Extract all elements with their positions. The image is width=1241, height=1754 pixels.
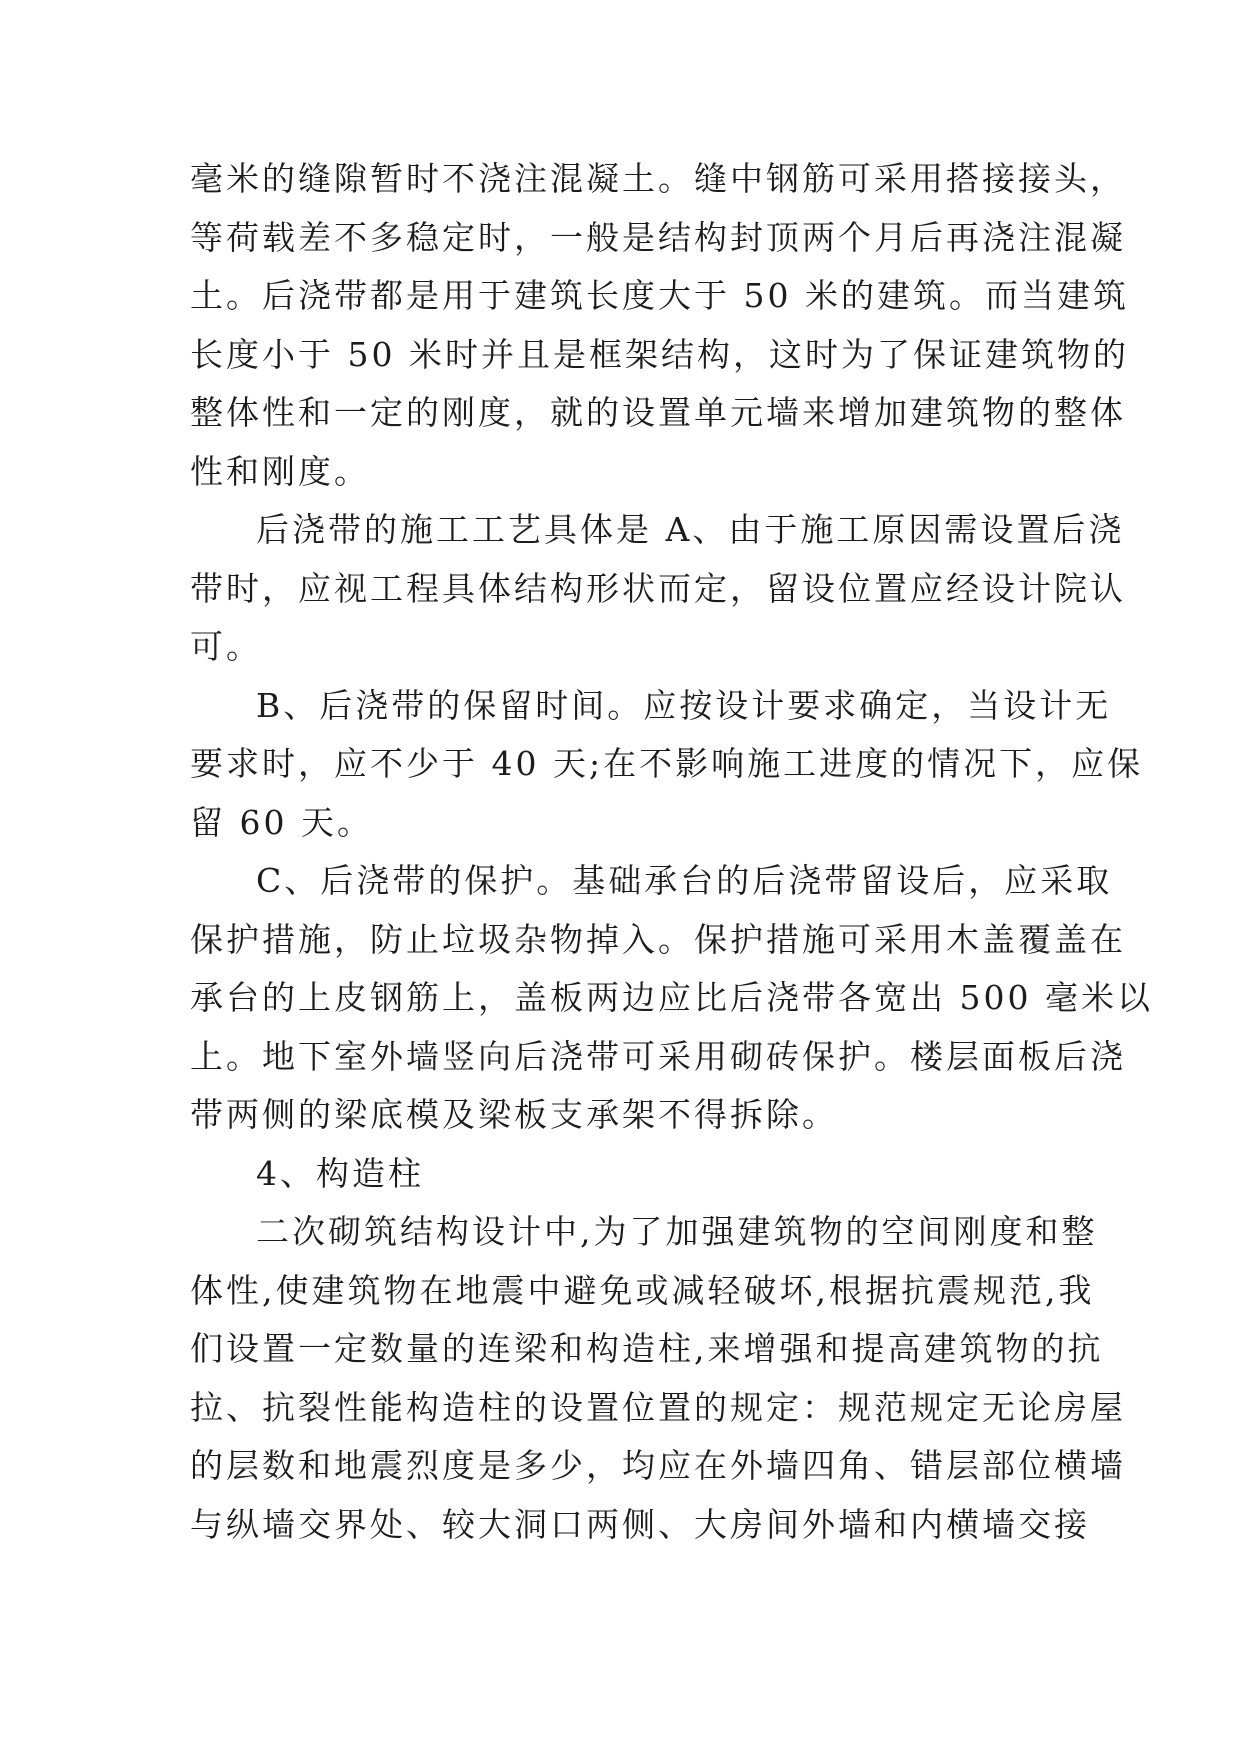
text-line: 上。地下室外墙竖向后浇带可采用砌砖保护。楼层面板后浇 [190,1036,1126,1076]
text-line: 体性,使建筑物在地震中避免或减轻破坏,根据抗震规范,我 [190,1270,1095,1310]
text-line: 留 60 天。 [190,802,373,842]
text-line: 长度小于 50 米时并且是框架结构，这时为了保证建筑物的 [190,334,1129,374]
text-line: 承台的上皮钢筋上，盖板两边应比后浇带各宽出 500 毫米以 [190,978,1153,1017]
paragraph-start-line: B、后浇带的保留时间。应按设计要求确定，当设计无 [256,685,1112,725]
text-line: 性和刚度。 [190,451,370,491]
text-line: 拉、抗裂性能构造柱的设置位置的规定：规范规定无论房屋 [190,1387,1126,1427]
paragraph-start-line: 后浇带的施工工艺具体是 A、由于施工原因需设置后浇 [256,510,1125,549]
paragraph-start-line: C、后浇带的保护。基础承台的后浇带留设后，应采取 [256,861,1113,900]
text-line: 等荷载差不多稳定时，一般是结构封顶两个月后再浇注混凝 [190,217,1126,257]
text-line: 土。后浇带都是用于建筑长度大于 50 米的建筑。而当建筑 [190,276,1129,315]
text-line: 整体性和一定的刚度，就的设置单元墙来增加建筑物的整体 [190,393,1126,432]
text-line: 可。 [190,627,262,666]
section-heading: 4、构造柱 [256,1153,424,1193]
body-text [190,150,1153,1554]
text-line: 与纵墙交界处、较大洞口两侧、大房间外墙和内横墙交接 [190,1504,1090,1544]
text-line: 带时，应视工程具体结构形状而定，留设位置应经设计院认 [190,568,1126,608]
text-line: 保护措施，防止垃圾杂物掉入。保护措施可采用木盖覆盖在 [190,919,1126,959]
text-line: 们设置一定数量的连梁和构造柱,来增强和提高建筑物的抗 [190,1329,1104,1368]
text-line: 的层数和地震烈度是多少，均应在外墙四角、错层部位横墙 [190,1446,1126,1485]
paragraph-start-line: 二次砌筑结构设计中,为了加强建筑物的空间刚度和整 [256,1212,1098,1251]
text-line: 带两侧的梁底模及梁板支承架不得拆除。 [190,1095,838,1134]
text-line: 毫米的缝隙暂时不浇注混凝土。缝中钢筋可采用搭接接头， [190,159,1126,198]
text-line: 要求时，应不少于 40 天;在不影响施工进度的情况下，应保 [190,744,1144,783]
